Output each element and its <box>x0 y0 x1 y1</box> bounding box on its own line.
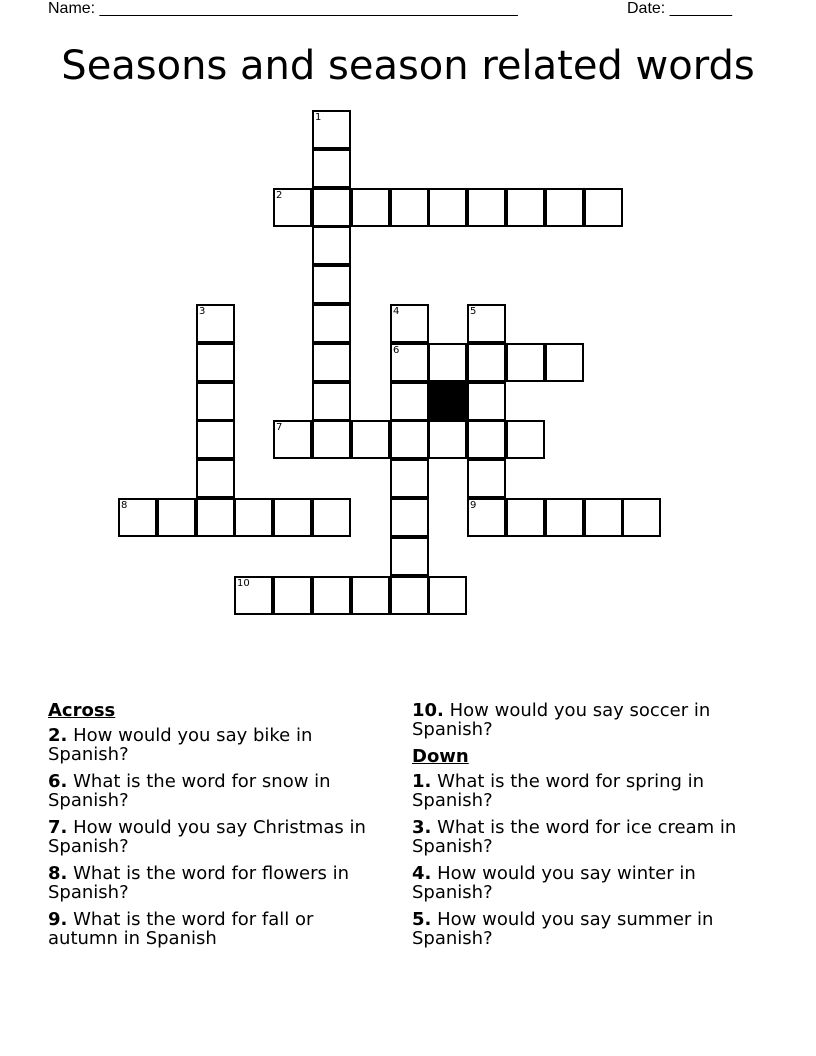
grid-cell[interactable] <box>312 265 351 304</box>
clue-text: How would you say winter in Spanish? <box>412 863 696 903</box>
grid-cell[interactable] <box>467 188 506 227</box>
down-heading: Down <box>412 746 469 767</box>
grid-cell[interactable] <box>390 576 429 615</box>
cell-number: 3 <box>199 306 206 317</box>
clue-across-8 <box>48 864 378 902</box>
grid-cell[interactable] <box>312 226 351 265</box>
grid-cell[interactable] <box>312 382 351 421</box>
black-cell <box>428 382 467 421</box>
clue-text: What is the word for flowers in Spanish? <box>48 863 349 903</box>
grid-cell[interactable] <box>312 420 351 459</box>
grid-cell[interactable] <box>273 498 312 537</box>
grid-cell[interactable] <box>545 498 584 537</box>
page-title: Seasons and season related words <box>61 43 755 89</box>
cell-number: 4 <box>393 306 400 317</box>
name-field-label: Name: _______________________________________________ <box>48 0 518 17</box>
grid-cell[interactable] <box>351 576 390 615</box>
grid-cell[interactable] <box>196 459 235 498</box>
clue-text: What is the word for spring in Spanish? <box>412 771 705 811</box>
grid-cell[interactable] <box>467 382 506 421</box>
cell-number: 9 <box>470 500 477 511</box>
clue-number: 10. <box>412 700 444 721</box>
clue-number: 8. <box>48 863 68 884</box>
clue-down-3 <box>412 818 742 856</box>
clue-down-1 <box>412 772 742 810</box>
grid-cell[interactable] <box>467 498 506 537</box>
cell-number: 1 <box>315 112 322 123</box>
grid-cell[interactable] <box>467 420 506 459</box>
grid-cell[interactable] <box>390 304 429 343</box>
grid-cell[interactable] <box>390 498 429 537</box>
grid-cell[interactable] <box>196 304 235 343</box>
clue-text: What is the word for fall or autumn in Spanish <box>48 909 314 949</box>
grid-cell[interactable] <box>390 382 429 421</box>
grid-cell[interactable] <box>390 459 429 498</box>
cell-number: 2 <box>276 190 283 201</box>
clue-number: 3. <box>412 817 432 838</box>
clues-left-column <box>48 701 378 956</box>
grid-cell[interactable] <box>467 304 506 343</box>
grid-cell[interactable] <box>467 459 506 498</box>
clue-across-10 <box>412 701 742 739</box>
grid-cell[interactable] <box>273 576 312 615</box>
grid-cell[interactable] <box>196 382 235 421</box>
cell-number: 10 <box>237 578 250 589</box>
grid-cell[interactable] <box>390 420 429 459</box>
clue-across-2 <box>48 726 378 764</box>
grid-cell[interactable] <box>118 498 157 537</box>
clue-number: 7. <box>48 817 68 838</box>
grid-cell[interactable] <box>506 498 545 537</box>
grid-cell[interactable] <box>312 498 351 537</box>
grid-cell[interactable] <box>312 304 351 343</box>
grid-cell[interactable] <box>428 188 467 227</box>
clue-text: How would you say Christmas in Spanish? <box>48 817 366 857</box>
cell-number: 6 <box>393 345 400 356</box>
clue-across-6 <box>48 772 378 810</box>
grid-cell[interactable] <box>312 343 351 382</box>
grid-cell[interactable] <box>351 188 390 227</box>
clue-across-9 <box>48 910 378 948</box>
grid-cell[interactable] <box>312 149 351 188</box>
grid-cell[interactable] <box>312 110 351 149</box>
grid-cell[interactable] <box>234 498 273 537</box>
clue-text: How would you say soccer in Spanish? <box>412 700 711 740</box>
clue-text: What is the word for snow in Spanish? <box>48 771 331 811</box>
clue-down-5 <box>412 910 742 948</box>
grid-cell[interactable] <box>428 343 467 382</box>
grid-cell[interactable] <box>157 498 196 537</box>
grid-cell[interactable] <box>584 498 623 537</box>
grid-cell[interactable] <box>467 343 506 382</box>
grid-cell[interactable] <box>312 188 351 227</box>
grid-cell[interactable] <box>506 188 545 227</box>
grid-cell[interactable] <box>196 343 235 382</box>
clue-text: What is the word for ice cream in Spanish? <box>412 817 737 857</box>
clue-number: 1. <box>412 771 432 792</box>
cell-number: 7 <box>276 422 283 433</box>
grid-cell[interactable] <box>312 576 351 615</box>
across-heading: Across <box>48 700 116 721</box>
grid-cell[interactable] <box>273 420 312 459</box>
clue-number: 5. <box>412 909 432 930</box>
grid-cell[interactable] <box>196 420 235 459</box>
grid-cell[interactable] <box>273 188 312 227</box>
grid-cell[interactable] <box>196 498 235 537</box>
grid-cell[interactable] <box>234 576 273 615</box>
grid-cell[interactable] <box>351 420 390 459</box>
grid-cell[interactable] <box>390 343 429 382</box>
grid-cell[interactable] <box>428 576 467 615</box>
grid-cell[interactable] <box>545 188 584 227</box>
grid-cell[interactable] <box>584 188 623 227</box>
clue-number: 2. <box>48 725 68 746</box>
grid-cell[interactable] <box>506 420 545 459</box>
clue-number: 4. <box>412 863 432 884</box>
clue-text: How would you say bike in Spanish? <box>48 725 313 765</box>
clue-text: How would you say summer in Spanish? <box>412 909 714 949</box>
clue-number: 9. <box>48 909 68 930</box>
clues-right-column <box>412 701 742 956</box>
grid-cell[interactable] <box>428 420 467 459</box>
clue-number: 6. <box>48 771 68 792</box>
grid-cell[interactable] <box>545 343 584 382</box>
clue-across-7 <box>48 818 378 856</box>
grid-cell[interactable] <box>622 498 661 537</box>
grid-cell[interactable] <box>506 343 545 382</box>
cell-number: 5 <box>470 306 477 317</box>
date-field-label: Date: _______ <box>627 0 732 17</box>
clue-down-4 <box>412 864 742 902</box>
cell-number: 8 <box>121 500 128 511</box>
grid-cell[interactable] <box>390 537 429 576</box>
grid-cell[interactable] <box>390 188 429 227</box>
